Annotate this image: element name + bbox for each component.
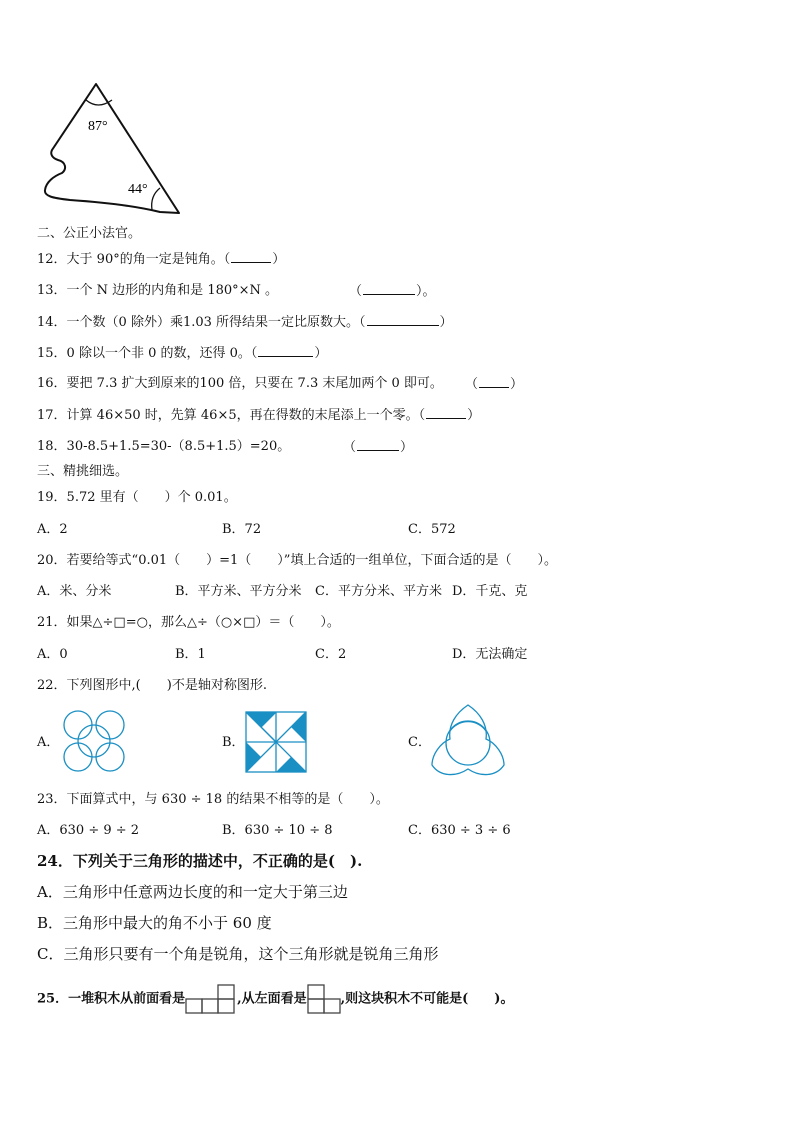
question-25: 25．一堆积木从前面看是 ,从左面看是 ,则这块积木不可能是( )。 [37, 984, 513, 1014]
q21-option-a[interactable]: A．0 [37, 647, 68, 662]
question-16: 16．要把 7.3 扩大到原来的100 倍，只要在 7.3 末尾加两个 0 即可。 （ ） [37, 376, 524, 392]
q21-option-c[interactable]: C．2 [315, 647, 347, 662]
answer-blank[interactable] [363, 282, 415, 295]
question-14: 14．一个数（0 除外）乘1.03 所得结果一定比原数大。（ ） [37, 315, 453, 330]
answer-blank[interactable] [231, 250, 271, 263]
answer-blank[interactable] [479, 375, 509, 388]
left-view-blocks [307, 984, 341, 1014]
q23-option-b[interactable]: B．630 ÷ 10 ÷ 8 [222, 823, 333, 838]
question-12: 12．大于 90°的角一定是钝角。（ ） [37, 252, 286, 267]
question-13: 13．一个 N 边形的内角和是 180°×N 。 （ ）。 [37, 283, 436, 299]
q22-option-c[interactable]: C． [408, 735, 431, 750]
question-21: 21．如果△÷□=○，那么△÷（○×□）＝（ ）。 [37, 615, 340, 630]
question-19: 19．5.72 里有（ ）个 0.01。 [37, 490, 237, 505]
answer-blank[interactable] [426, 406, 466, 419]
question-15: 15．0 除以一个非 0 的数，还得 0。（ ） [37, 346, 328, 361]
q24-option-a[interactable]: A．三角形中任意两边长度的和一定大于第三边 [37, 883, 348, 901]
q22-option-b[interactable]: B． [222, 735, 245, 750]
question-17: 17．计算 46×50 时，先算 46×5，再在得数的末尾添上一个零。（ ） [37, 408, 481, 423]
q21-option-d[interactable]: D．无法确定 [452, 647, 528, 662]
q20-option-b[interactable]: B．平方米、平方分米 [175, 584, 302, 599]
q22-option-a[interactable]: A． [37, 735, 60, 750]
q19-option-b[interactable]: B．72 [222, 522, 262, 537]
section3-heading: 三、精挑细选。 [37, 464, 129, 479]
answer-blank[interactable] [357, 438, 399, 451]
bottom-angle-arc [152, 188, 160, 210]
question-18: 18．30-8.5+1.5=30-（8.5+1.5）=20。 （ ） [37, 439, 414, 455]
figure-c-trefoil[interactable] [428, 703, 508, 779]
q19-option-a[interactable]: A．2 [37, 522, 68, 537]
front-view-blocks [185, 984, 237, 1014]
question-20: 20．若要给等式“0.01（ ）=1（ ）”填上合适的一组单位，下面合适的是（ ）。 [37, 553, 557, 568]
figure-a-four-circles[interactable] [60, 708, 128, 774]
answer-blank[interactable] [258, 344, 313, 357]
bottom-angle-label: 44° [128, 182, 148, 197]
figure-b-pinwheel[interactable] [244, 710, 308, 774]
q23-option-c[interactable]: C．630 ÷ 3 ÷ 6 [408, 823, 511, 838]
q20-option-c[interactable]: C．平方分米、平方米 [315, 584, 442, 599]
q24-option-c[interactable]: C．三角形只要有一个角是锐角，这个三角形就是锐角三角形 [37, 945, 439, 963]
section2-heading: 二、公正小法官。 [37, 226, 142, 241]
q24-option-b[interactable]: B．三角形中最大的角不小于 60 度 [37, 914, 272, 932]
question-24: 24．下列关于三角形的描述中，不正确的是( ). [37, 852, 363, 870]
q20-option-a[interactable]: A．米、分米 [37, 584, 112, 599]
question-22: 22．下列图形中,( )不是轴对称图形. [37, 678, 267, 693]
answer-blank[interactable] [367, 313, 439, 326]
q21-option-b[interactable]: B．1 [175, 647, 206, 662]
top-angle-label: 87° [88, 119, 108, 134]
q19-option-c[interactable]: C．572 [408, 522, 456, 537]
q23-option-a[interactable]: A．630 ÷ 9 ÷ 2 [37, 823, 140, 838]
q20-option-d[interactable]: D．千克、克 [452, 584, 528, 599]
question-23: 23．下面算式中，与 630 ÷ 18 的结果不相等的是（ ）。 [37, 792, 389, 807]
torn-triangle-figure [40, 78, 190, 218]
